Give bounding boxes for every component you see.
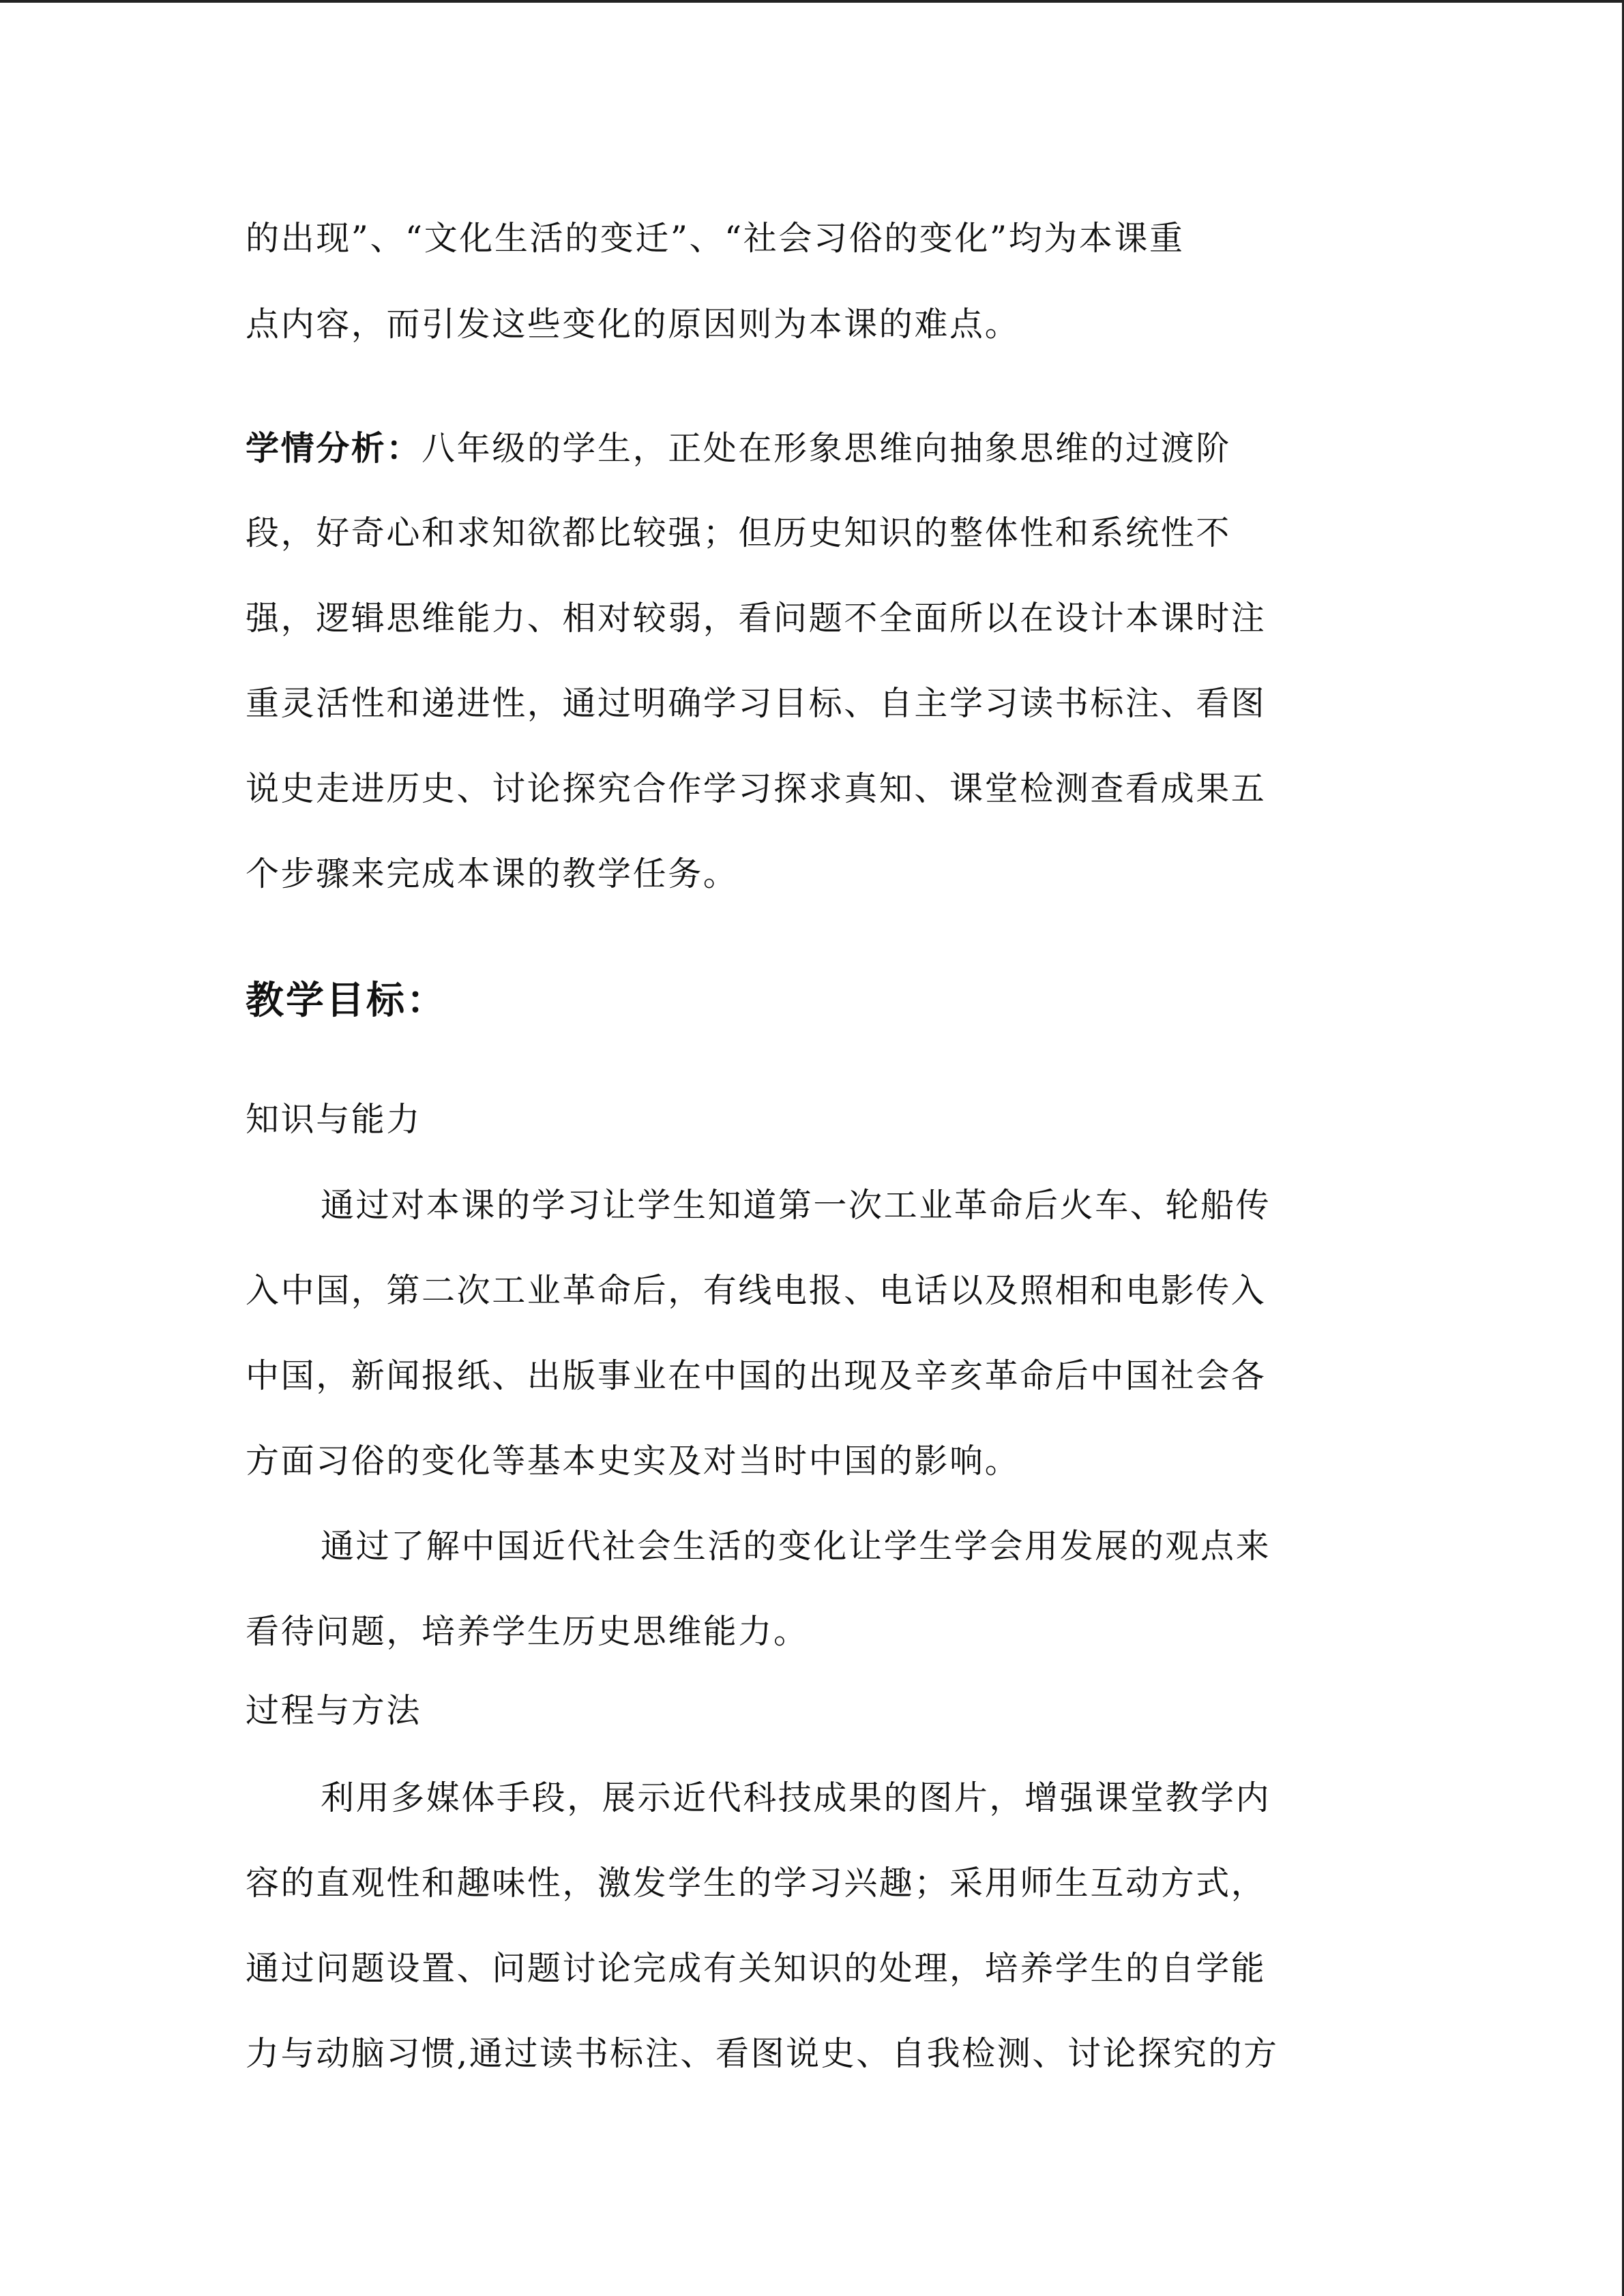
- knowledge-p2-line-1: 通过了解中国近代社会生活的变化让学生学会用发展的观点来: [321, 1527, 1271, 1566]
- process-method-title: 过程与方法: [246, 1691, 422, 1730]
- knowledge-p2-line-2: 看待问题，培养学生历史思维能力。: [246, 1612, 809, 1651]
- intro-line-2: 点内容，而引发这些变化的原因则为本课的难点。: [246, 305, 1020, 344]
- learner-analysis-text: 八年级的学生，正处在形象思维向抽象思维的过渡阶: [422, 429, 1231, 468]
- process-p1-line-4: 力与动脑习惯,通过读书标注、看图说史、自我检测、讨论探究的方: [246, 2034, 1279, 2073]
- learner-analysis-line-1: [246, 428, 1231, 468]
- learner-analysis-line-6: 个步骤来完成本课的教学任务。: [246, 854, 739, 893]
- page-top-border: [0, 0, 1624, 3]
- process-p1-line-2: 容的直观性和趣味性，激发学生的学习兴趣；采用师生互动方式，: [246, 1864, 1267, 1903]
- learner-analysis-line-2: 段，好奇心和求知欲都比较强；但历史知识的整体性和系统性不: [246, 513, 1231, 552]
- knowledge-p1-line-3: 中国，新闻报纸、出版事业在中国的出现及辛亥革命后中国社会各: [246, 1356, 1267, 1395]
- knowledge-ability-title: 知识与能力: [246, 1100, 422, 1139]
- knowledge-p1-line-1: 通过对本课的学习让学生知道第一次工业革命后火车、轮船传: [321, 1186, 1271, 1225]
- learner-analysis-line-3: 强，逻辑思维能力、相对较弱，看问题不全面所以在设计本课时注: [246, 599, 1267, 638]
- learner-analysis-line-4: 重灵活性和递进性，通过明确学习目标、自主学习读书标注、看图: [246, 684, 1267, 723]
- teaching-objectives-heading: 教学目标：: [246, 978, 447, 1023]
- knowledge-p1-line-4: 方面习俗的变化等基本史实及对当时中国的影响。: [246, 1442, 1020, 1480]
- learner-analysis-label: 学情分析：: [246, 428, 422, 468]
- process-p1-line-1: 利用多媒体手段，展示近代科技成果的图片，增强课堂教学内: [321, 1778, 1271, 1817]
- intro-line-1: 的出现”、“文化生活的变迁”、“社会习俗的变化”均为本课重: [246, 219, 1185, 258]
- process-p1-line-3: 通过问题设置、问题讨论完成有关知识的处理，培养学生的自学能: [246, 1949, 1267, 1988]
- knowledge-p1-line-2: 入中国，第二次工业革命后，有线电报、电话以及照相和电影传入: [246, 1271, 1267, 1310]
- learner-analysis-line-5: 说史走进历史、讨论探究合作学习探求真知、课堂检测查看成果五: [246, 769, 1267, 808]
